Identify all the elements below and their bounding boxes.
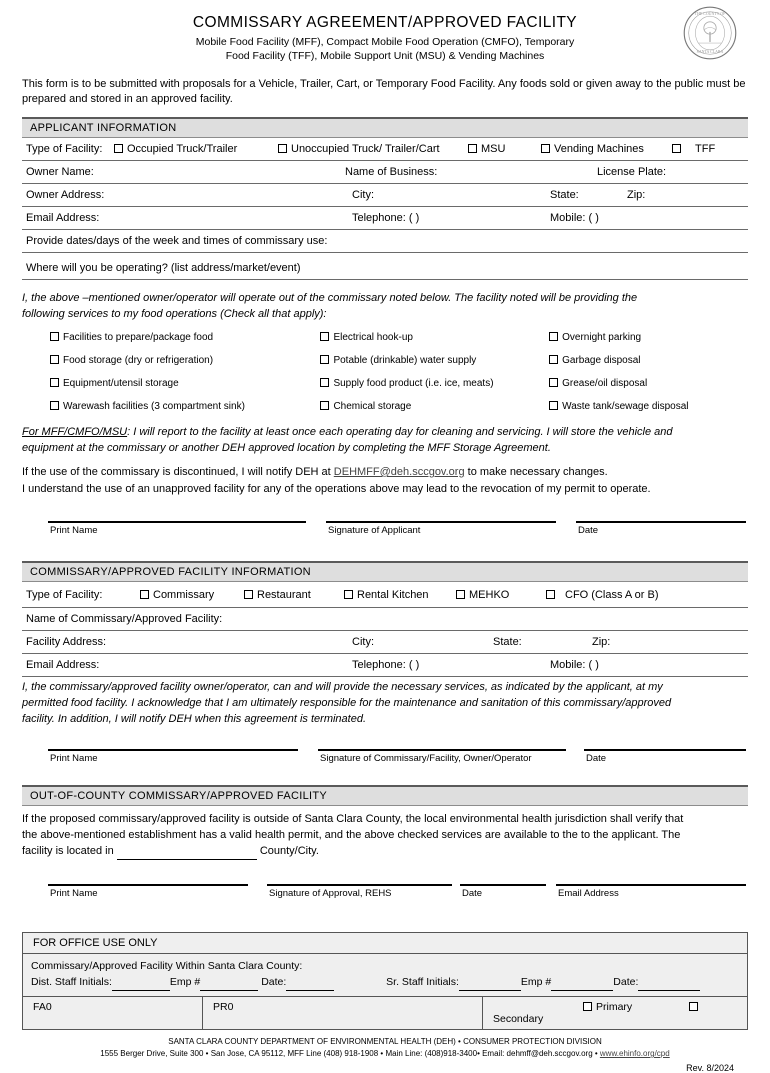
- checkbox-icon[interactable]: [320, 355, 329, 364]
- city-label: City:: [352, 189, 374, 201]
- signature-line[interactable]: [267, 884, 452, 886]
- checkbox-icon[interactable]: [320, 332, 329, 341]
- dist-date-input[interactable]: [286, 974, 334, 991]
- date-line[interactable]: [576, 521, 746, 523]
- footer-line-2: [22, 1048, 748, 1060]
- checkbox-label: Waste tank/sewage disposal: [562, 401, 689, 412]
- email-address-label: Email Address:: [26, 659, 100, 671]
- checkbox-icon[interactable]: [320, 401, 329, 410]
- telephone-label: Telephone: ( ): [352, 212, 420, 224]
- checkbox-icon[interactable]: [278, 144, 287, 153]
- commissary-name-row[interactable]: [22, 608, 748, 631]
- print-name-line[interactable]: [48, 884, 248, 886]
- pr0-cell[interactable]: PR0: [203, 997, 483, 1029]
- commissary-acknowledgement: [22, 679, 748, 727]
- checkbox-icon[interactable]: [583, 1002, 592, 1011]
- sr-staff-initials-input[interactable]: [459, 974, 521, 991]
- checkbox-warewash-facilities[interactable]: [22, 401, 320, 412]
- checkbox-label: TFF: [695, 143, 716, 155]
- checkbox-vending-machines[interactable]: [541, 143, 644, 155]
- checkbox-icon[interactable]: [140, 590, 149, 599]
- checkbox-icon[interactable]: [320, 378, 329, 387]
- sr-emp-label: Emp #: [520, 976, 552, 988]
- office-use-codes-row: [23, 997, 747, 1029]
- checkbox-potable-water-supply[interactable]: [320, 355, 549, 366]
- checkbox-icon[interactable]: [468, 144, 477, 153]
- applicant-owner-address-row[interactable]: [22, 184, 748, 207]
- checkbox-icon[interactable]: [549, 401, 558, 410]
- commissary-ack-line-2: permitted food facility. I acknowledge that I am ultimately responsible for the maintenance and sanitation of this commissary/approved: [22, 697, 672, 709]
- checkbox-icon[interactable]: [50, 332, 59, 341]
- page-subtitle: [22, 35, 748, 63]
- print-name-label: Print Name: [50, 753, 98, 764]
- services-row: [22, 332, 748, 343]
- signature-label: Signature of Approval, REHS: [269, 888, 392, 899]
- checkbox-electrical-hook-up[interactable]: [320, 332, 549, 343]
- section-header-commissary-information: COMMISSARY/APPROVED FACILITY INFORMATION: [22, 561, 748, 582]
- sr-staff-initials-label: Sr. Staff Initials:: [386, 976, 459, 988]
- out-of-county-paragraph: [22, 811, 748, 860]
- type-of-facility-label: Type of Facility:: [26, 143, 103, 155]
- checkbox-facilities-to-prepare-package-food[interactable]: [22, 332, 320, 343]
- checkbox-mehko[interactable]: [456, 589, 509, 601]
- checkbox-label: Garbage disposal: [562, 355, 641, 366]
- page-title: COMMISSARY AGREEMENT/APPROVED FACILITY: [192, 14, 578, 31]
- services-intro-line-2: following services to my food operations (Check all that apply):: [22, 308, 327, 320]
- subtitle-line-2: Food Facility (TFF), Mobile Support Unit (MSU) & Vending Machines: [225, 50, 545, 62]
- out-of-county-signature-block: [22, 884, 748, 918]
- checkbox-primary[interactable]: [583, 1001, 632, 1013]
- commissary-signature-block: [22, 749, 748, 783]
- checkbox-label: Chemical storage: [333, 401, 412, 412]
- subtitle-line-1: Mobile Food Facility (MFF), Compact Mobile Food Operation (CMFO), Temporary: [195, 36, 575, 48]
- checkbox-label: Potable (drinkable) water supply: [333, 355, 477, 366]
- applicant-email-row[interactable]: [22, 207, 748, 230]
- mobile-label: Mobile: ( ): [550, 212, 599, 224]
- ooc-line-3-pre: facility is located in: [22, 845, 117, 857]
- signature-label: Signature of Commissary/Facility, Owner/Operator: [320, 753, 532, 764]
- print-name-line[interactable]: [48, 749, 298, 751]
- checkbox-icon[interactable]: [50, 378, 59, 387]
- checkbox-icon[interactable]: [344, 590, 353, 599]
- commissary-ack-line-1: I, the commissary/approved facility owner/operator, can and will provide the necessary services, as indicated by the applicant, at my: [22, 681, 663, 693]
- document-header: [22, 0, 748, 63]
- checkbox-label: Food storage (dry or refrigeration): [63, 355, 214, 366]
- dist-date-label: Date:: [261, 976, 287, 988]
- checkbox-icon[interactable]: [549, 332, 558, 341]
- license-plate-label: License Plate:: [597, 166, 667, 178]
- discontinue-text-post: to make necessary changes.: [464, 466, 608, 478]
- checkbox-icon[interactable]: [672, 144, 681, 153]
- checkbox-icon[interactable]: [549, 378, 558, 387]
- operating-location-label: Where will you be operating? (list address/market/event): [26, 262, 301, 274]
- print-name-label: Print Name: [50, 525, 98, 536]
- applicant-owner-name-row[interactable]: [22, 161, 748, 184]
- checkbox-icon[interactable]: [549, 355, 558, 364]
- facility-address-label: Facility Address:: [26, 636, 107, 648]
- revision-label: Rev. 8/2024: [686, 1063, 734, 1073]
- checkbox-grease-oil-disposal[interactable]: [549, 378, 748, 389]
- checkbox-label: Rental Kitchen: [357, 589, 429, 601]
- checkbox-label: Warewash facilities (3 compartment sink): [63, 401, 245, 412]
- dist-emp-label: Emp #: [169, 976, 201, 988]
- checkbox-label: MEHKO: [469, 589, 510, 601]
- ooc-line-1: If the proposed commissary/approved facility is outside of Santa Clara County, the local environmental health jurisdiction shall verify that: [22, 813, 684, 825]
- state-label: State:: [550, 189, 579, 201]
- checkbox-label: CFO (Class A or B): [565, 589, 659, 601]
- sr-date-label: Date:: [613, 976, 639, 988]
- print-name-line[interactable]: [48, 521, 306, 523]
- section-header-out-of-county: OUT-OF-COUNTY COMMISSARY/APPROVED FACILITY: [22, 785, 748, 806]
- office-use-box: [22, 932, 748, 1030]
- date-label: Date: [578, 525, 599, 536]
- checkbox-msu[interactable]: [468, 143, 505, 155]
- commissary-name-label: Name of Commissary/Approved Facility:: [26, 613, 223, 625]
- county-city-input[interactable]: [117, 843, 257, 860]
- checkbox-icon[interactable]: [244, 590, 253, 599]
- checkbox-restaurant[interactable]: [244, 589, 311, 601]
- date-label: Date: [462, 888, 483, 899]
- checkbox-label: MSU: [481, 143, 506, 155]
- svg-text:SANTA CLARA: SANTA CLARA: [696, 50, 724, 55]
- checkbox-chemical-storage[interactable]: [320, 401, 549, 412]
- checkbox-overnight-parking[interactable]: [549, 332, 748, 343]
- commissary-email-row[interactable]: [22, 654, 748, 677]
- commissary-type-of-facility-row: [22, 582, 748, 608]
- mff-note-line-1: [22, 424, 748, 440]
- email-line[interactable]: [556, 884, 746, 886]
- checkbox-label: Commissary: [153, 589, 215, 601]
- checkbox-waste-tank-sewage-disposal[interactable]: [549, 401, 748, 412]
- date-label: Date: [586, 753, 607, 764]
- checkbox-label: Secondary: [493, 1013, 544, 1025]
- intro-paragraph: This form is to be submitted with proposals for a Vehicle, Trailer, Cart, or Temporary Food Facility. Any foods sold or given away to the public must be prepared and stored in an approved facility.: [22, 78, 746, 105]
- footer-line-1: SANTA CLARA COUNTY DEPARTMENT OF ENVIRONMENTAL HEALTH (DEH) • CONSUMER PROTECTION DIVISION: [168, 1037, 602, 1046]
- checkbox-icon[interactable]: [50, 401, 59, 410]
- ooc-line-3-post: County/City.: [256, 845, 319, 857]
- zip-label: Zip:: [627, 189, 646, 201]
- dist-staff-initials-label: Dist. Staff Initials:: [31, 976, 112, 988]
- mobile-label: Mobile: ( ): [550, 659, 599, 671]
- checkbox-occupied-truck-trailer[interactable]: [114, 143, 237, 155]
- city-label: City:: [352, 636, 374, 648]
- checkbox-icon[interactable]: [541, 144, 550, 153]
- checkbox-label: Primary: [596, 1001, 633, 1013]
- services-checkbox-grid: [22, 332, 748, 412]
- checkbox-supply-food-product[interactable]: [320, 378, 549, 389]
- checkbox-equipment-utensil-storage[interactable]: [22, 378, 320, 389]
- discontinue-notice: [22, 464, 748, 480]
- applicant-signature-block: [22, 521, 748, 555]
- ooc-line-2: the above-mentioned establishment has a valid health permit, and the above checked services are available to the to the applicant. The: [22, 829, 681, 841]
- zip-label: Zip:: [592, 636, 611, 648]
- checkbox-icon[interactable]: [546, 590, 555, 599]
- deh-email-link[interactable]: DEHMFF@deh.sccgov.org: [333, 466, 465, 478]
- checkbox-cfo[interactable]: [546, 589, 659, 601]
- section-header-applicant-information: APPLICANT INFORMATION: [22, 117, 748, 138]
- dist-emp-input[interactable]: [200, 974, 258, 991]
- email-label: Email Address: [558, 888, 619, 899]
- telephone-label: Telephone: ( ): [352, 659, 420, 671]
- checkbox-label: Grease/oil disposal: [562, 378, 648, 389]
- document-footer: [22, 1036, 748, 1060]
- checkbox-label: Overnight parking: [562, 332, 642, 343]
- checkbox-label: Restaurant: [257, 589, 311, 601]
- sr-emp-input[interactable]: [551, 974, 613, 991]
- checkbox-tff[interactable]: [672, 143, 715, 155]
- office-use-title: FOR OFFICE USE ONLY: [23, 933, 747, 954]
- print-name-label: Print Name: [50, 888, 98, 899]
- signature-line[interactable]: [318, 749, 566, 751]
- services-row: [22, 378, 748, 389]
- date-line[interactable]: [460, 884, 546, 886]
- owner-name-label: Owner Name:: [26, 166, 94, 178]
- discontinue-text-pre: If the use of the commissary is discontinued, I will notify DEH at: [22, 466, 334, 478]
- office-use-staff-row: [23, 954, 747, 997]
- checkbox-label: Vending Machines: [554, 143, 644, 155]
- applicant-dates-row[interactable]: [22, 230, 748, 253]
- state-label: State:: [493, 636, 522, 648]
- services-intro-line-1: I, the above –mentioned owner/operator will operate out of the commissary noted below. The facility noted will be providing the: [22, 292, 638, 304]
- signature-label: Signature of Applicant: [328, 525, 421, 536]
- commissary-facility-address-row[interactable]: [22, 631, 748, 654]
- within-county-label: Commissary/Approved Facility Within Santa Clara County:: [31, 960, 303, 972]
- checkbox-label: Facilities to prepare/package food: [63, 332, 214, 343]
- checkbox-label: Electrical hook-up: [333, 332, 413, 343]
- primary-secondary-cell: [483, 997, 747, 1029]
- checkbox-icon[interactable]: [114, 144, 123, 153]
- applicant-operating-location-row[interactable]: [22, 253, 748, 280]
- checkbox-icon[interactable]: [689, 1002, 698, 1011]
- checkbox-icon[interactable]: [50, 355, 59, 364]
- owner-address-label: Owner Address:: [26, 189, 105, 201]
- checkbox-rental-kitchen[interactable]: [344, 589, 429, 601]
- commissary-ack-line-3: facility. In addition, I will notify DEH when this agreement is terminated.: [22, 713, 367, 725]
- footer-contact-text: 1555 Berger Drive, Suite 300 • San Jose, CA 95112, MFF Line (408) 918-1908 • Main Line: (408)918-3400• Email: dehmff@deh.sccgov.org •: [100, 1049, 600, 1058]
- sr-date-input[interactable]: [638, 974, 700, 991]
- email-address-label: Email Address:: [26, 212, 100, 224]
- svg-text:THE COUNTY OF: THE COUNTY OF: [694, 12, 726, 17]
- signature-line[interactable]: [326, 521, 556, 523]
- checkbox-label: Supply food product (i.e. ice, meats): [333, 378, 494, 389]
- services-row: [22, 401, 748, 412]
- services-row: [22, 355, 748, 366]
- mff-note-line-2: equipment at the commissary or another DEH approved location by completing the MFF Storage Agreement.: [22, 442, 551, 454]
- commissary-use-dates-label: Provide dates/days of the week and times of commissary use:: [26, 235, 328, 247]
- checkbox-food-storage[interactable]: [22, 355, 320, 366]
- dist-staff-initials-input[interactable]: [112, 974, 170, 991]
- county-seal-icon: [682, 5, 738, 61]
- business-name-label: Name of Business:: [345, 166, 438, 178]
- date-line[interactable]: [584, 749, 746, 751]
- checkbox-label: Unoccupied Truck/ Trailer/Cart: [291, 143, 440, 155]
- checkbox-label: Equipment/utensil storage: [63, 378, 179, 389]
- staff-initials-line: [31, 974, 747, 991]
- checkbox-garbage-disposal[interactable]: [549, 355, 748, 366]
- revocation-notice: I understand the use of an unapproved facility for any of the operations above may lead to the revocation of my permit to operate.: [22, 483, 651, 495]
- checkbox-icon[interactable]: [456, 590, 465, 599]
- commissary-type-label: Type of Facility:: [26, 589, 103, 601]
- checkbox-unoccupied-truck-trailer-cart[interactable]: [278, 143, 440, 155]
- fa0-cell[interactable]: FA0: [23, 997, 203, 1029]
- checkbox-label: Occupied Truck/Trailer: [127, 143, 238, 155]
- website-link[interactable]: www.ehinfo.org/cpd: [599, 1049, 670, 1058]
- services-intro: [22, 290, 748, 322]
- mff-cmfo-msu-note: [22, 424, 748, 456]
- mff-note-lead: For MFF/CMFO/MSU: [22, 426, 128, 438]
- ooc-line-3: [22, 843, 748, 860]
- checkbox-commissary[interactable]: [140, 589, 214, 601]
- mff-note-body-1: : I will report to the facility at least once each operating day for cleaning and servicing. I will store the vehicle and: [127, 426, 673, 438]
- applicant-type-of-facility-row: [22, 138, 748, 161]
